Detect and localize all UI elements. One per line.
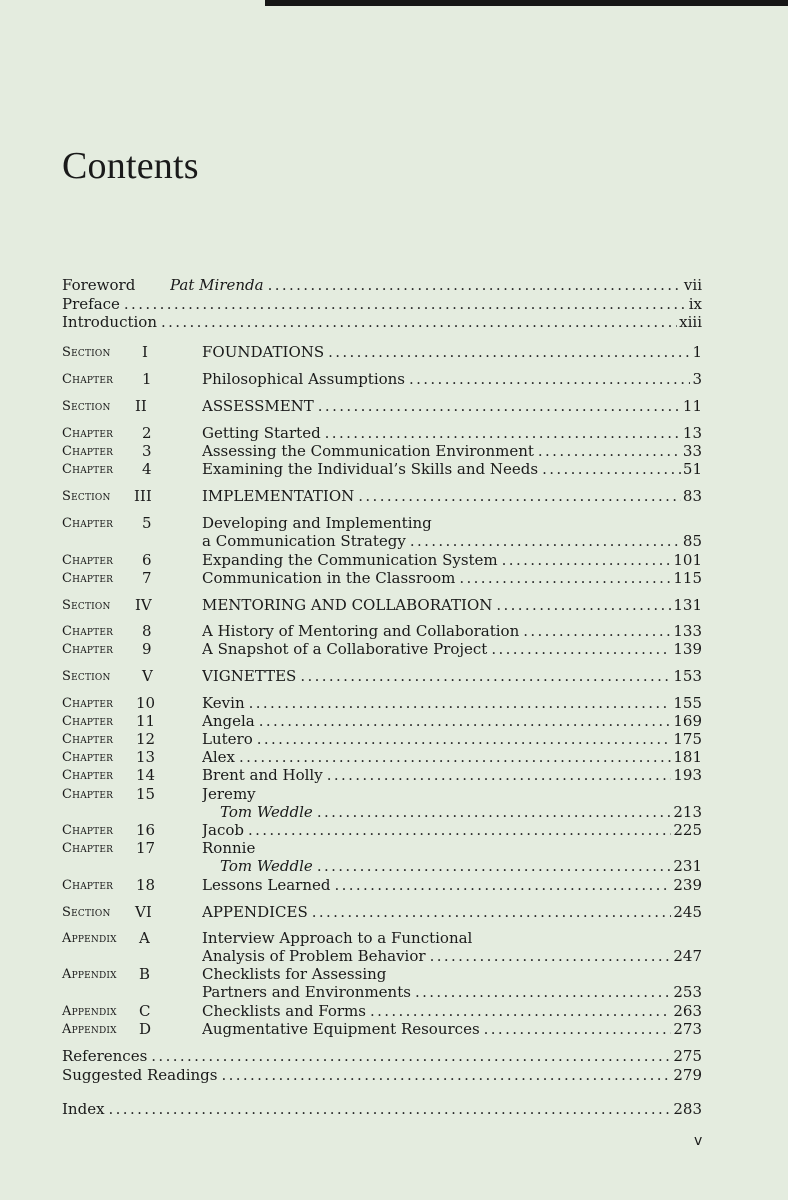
c6-entry [202, 551, 702, 570]
toc-row-aB [0, 965, 788, 984]
c5-entry-page: 85 [682, 532, 702, 550]
s1-entry-page: 1 [692, 343, 702, 361]
preface-entry-leader-line [62, 295, 702, 314]
leader-dots [538, 442, 681, 461]
foreword-entry-title: Pat Mirenda [170, 276, 264, 294]
leader-dots [221, 1066, 671, 1085]
c8-entry-page: 133 [673, 622, 702, 640]
toc-row-c3 [0, 442, 788, 461]
aB-entry-leader-line [202, 983, 702, 1002]
leader-dots [523, 622, 671, 641]
toc-row-s5 [0, 667, 788, 686]
toc-row-c9 [0, 640, 788, 659]
s4-entry-title: MENTORING AND COLLABORATION [202, 596, 493, 614]
chapter-label: Chapter [62, 714, 114, 729]
chapter-label: Chapter [62, 426, 114, 441]
toc-row-index [0, 1100, 788, 1119]
c5-entry-title: a Communication Strategy [202, 532, 406, 550]
chapter-label: Chapter [62, 696, 114, 711]
s5-entry-leader-line [202, 667, 702, 686]
toc-row-c4 [0, 460, 788, 479]
preface-entry-page: ix [688, 295, 702, 313]
c13-entry-page: 181 [673, 748, 702, 766]
section-label: Section [62, 345, 111, 360]
references-entry-leader-line [62, 1047, 702, 1066]
leader-dots [496, 596, 671, 615]
c17-title-line1: Ronnie [202, 839, 256, 857]
c6-entry-leader-line [202, 551, 702, 570]
chapter-number: 1 [142, 370, 152, 388]
introduction-entry-leader-line [62, 313, 702, 332]
suggested-readings-entry-title: Suggested Readings [62, 1066, 218, 1084]
index-entry-title: Index [62, 1100, 105, 1118]
c6-entry-page: 101 [673, 551, 702, 569]
index-entry-leader-line [62, 1100, 702, 1119]
section-label: Section [62, 598, 111, 613]
leader-dots [415, 983, 671, 1002]
c12-entry-leader-line [202, 730, 702, 749]
c17-entry [220, 857, 702, 876]
appendix-number: A [139, 929, 150, 947]
section-number: III [134, 487, 152, 505]
toc-row-c17-cont [0, 857, 788, 876]
c2-entry-title: Getting Started [202, 424, 321, 442]
introduction-entry-title: Introduction [62, 313, 157, 331]
leader-dots [249, 694, 672, 713]
references-entry-page: 275 [673, 1047, 702, 1065]
section-number: V [142, 667, 153, 685]
leader-dots [109, 1100, 672, 1119]
aC-entry-page: 263 [673, 1002, 702, 1020]
c15-entry-page: 213 [673, 803, 702, 821]
toc-row-aC [0, 1002, 788, 1021]
foreword-entry-leader-line [170, 276, 702, 295]
leader-dots [161, 313, 677, 332]
leader-dots [459, 569, 671, 588]
appendix-label: Appendix [62, 967, 117, 982]
c10-entry-page: 155 [673, 694, 702, 712]
leader-dots [334, 876, 671, 895]
c11-entry-title: Angela [202, 712, 255, 730]
leader-dots [491, 640, 671, 659]
aD-entry-title: Augmentative Equipment Resources [202, 1020, 480, 1038]
c18-entry [202, 876, 702, 895]
appendix-label: Appendix [62, 1004, 117, 1019]
leader-dots [259, 712, 672, 731]
s1-entry-leader-line [202, 343, 702, 362]
s2-entry-title: ASSESSMENT [202, 397, 314, 415]
toc-row-c1 [0, 370, 788, 389]
toc-row-suggested-readings [0, 1066, 788, 1085]
foreword-label: Foreword [62, 276, 136, 294]
aA-entry [202, 947, 702, 966]
c16-entry [202, 821, 702, 840]
chapter-label: Chapter [62, 823, 114, 838]
toc-row-c15-cont [0, 803, 788, 822]
toc-row-c8 [0, 622, 788, 641]
toc-row-s3 [0, 487, 788, 506]
toc-row-c6 [0, 551, 788, 570]
chapter-label: Chapter [62, 553, 114, 568]
chapter-number: 8 [142, 622, 152, 640]
section-label: Section [62, 669, 111, 684]
leader-dots [358, 487, 681, 506]
leader-dots [370, 1002, 671, 1021]
aC-entry-title: Checklists and Forms [202, 1002, 366, 1020]
chapter-number: 2 [142, 424, 152, 442]
references-entry [62, 1047, 702, 1066]
chapter-label: Chapter [62, 768, 114, 783]
chapter-label: Chapter [62, 444, 114, 459]
chapter-number: 7 [142, 569, 152, 587]
c4-entry-title: Examining the Individual’s Skills and Needs [202, 460, 539, 478]
leader-dots [430, 947, 672, 966]
c17-entry-page: 231 [673, 857, 702, 875]
aD-entry [202, 1020, 702, 1039]
c12-entry [202, 730, 702, 749]
c7-entry-leader-line [202, 569, 702, 588]
foreword-entry-page: vii [683, 276, 702, 294]
toc-row-c18 [0, 876, 788, 895]
index-entry [62, 1100, 702, 1119]
c7-entry-page: 115 [673, 569, 702, 587]
c2-entry-leader-line [202, 424, 702, 443]
leader-dots [327, 766, 672, 785]
index-entry-page: 283 [673, 1100, 702, 1118]
chapter-number: 9 [142, 640, 152, 658]
c15-entry-leader-line [220, 803, 702, 822]
section-number: VI [135, 903, 152, 921]
leader-dots [410, 532, 681, 551]
leader-dots [312, 903, 672, 922]
appendix-number: D [139, 1020, 152, 1038]
c1-entry-title: Philosophical Assumptions [202, 370, 406, 388]
c10-entry [202, 694, 702, 713]
c17-entry-leader-line [220, 857, 702, 876]
c18-entry-page: 239 [673, 876, 702, 894]
s3-entry-leader-line [202, 487, 702, 506]
leader-dots [484, 1020, 672, 1039]
c2-entry-page: 13 [682, 424, 702, 442]
c13-entry-title: Alex [202, 748, 235, 766]
c12-entry-title: Lutero [202, 730, 253, 748]
toc-row-references [0, 1047, 788, 1066]
chapter-number: 15 [136, 785, 156, 803]
s2-entry-page: 11 [682, 397, 702, 415]
toc-row-c10 [0, 694, 788, 713]
toc-row-s6 [0, 903, 788, 922]
c18-entry-title: Lessons Learned [202, 876, 331, 894]
c15-title-line1: Jeremy [202, 785, 256, 803]
c10-entry-leader-line [202, 694, 702, 713]
c12-entry-page: 175 [673, 730, 702, 748]
toc-row-c14 [0, 766, 788, 785]
s2-entry [202, 397, 702, 416]
chapter-label: Chapter [62, 642, 114, 657]
toc-row-c5 [0, 514, 788, 533]
aB-entry [202, 983, 702, 1002]
c14-entry-leader-line [202, 766, 702, 785]
s3-entry [202, 487, 702, 506]
c16-entry-page: 225 [673, 821, 702, 839]
c11-entry-page: 169 [673, 712, 702, 730]
chapter-label: Chapter [62, 787, 114, 802]
chapter-number: 13 [136, 748, 156, 766]
c11-entry-leader-line [202, 712, 702, 731]
leader-dots [248, 821, 671, 840]
toc-row-aA [0, 929, 788, 948]
s3-entry-page: 83 [682, 487, 702, 505]
suggested-readings-entry-page: 279 [673, 1066, 702, 1084]
toc-row-c5-cont [0, 532, 788, 551]
c15-entry [220, 803, 702, 822]
c4-entry-leader-line [202, 460, 702, 479]
toc-row-c13 [0, 748, 788, 767]
c13-entry-leader-line [202, 748, 702, 767]
c1-entry [202, 370, 702, 389]
s3-entry-title: IMPLEMENTATION [202, 487, 355, 505]
chapter-label: Chapter [62, 841, 114, 856]
chapter-label: Chapter [62, 571, 114, 586]
c16-entry-leader-line [202, 821, 702, 840]
c3-entry [202, 442, 702, 461]
toc-row-c16 [0, 821, 788, 840]
chapter-label: Chapter [62, 750, 114, 765]
c6-entry-title: Expanding the Communication System [202, 551, 498, 569]
references-entry-title: References [62, 1047, 148, 1065]
leader-dots [257, 730, 672, 749]
toc-row-c7 [0, 569, 788, 588]
s6-entry [202, 903, 702, 922]
aB-entry-title: Partners and Environments [202, 983, 411, 1001]
s2-entry-leader-line [202, 397, 702, 416]
c5-entry-leader-line [202, 532, 702, 551]
c1-entry-page: 3 [692, 370, 702, 388]
aC-entry [202, 1002, 702, 1021]
c10-entry-title: Kevin [202, 694, 245, 712]
c9-entry-page: 139 [673, 640, 702, 658]
chapter-number: 3 [142, 442, 152, 460]
leader-dots [151, 1047, 671, 1066]
c5-entry [202, 532, 702, 551]
c16-entry-title: Jacob [202, 821, 244, 839]
s6-entry-page: 245 [673, 903, 702, 921]
c8-entry-leader-line [202, 622, 702, 641]
chapter-number: 12 [136, 730, 156, 748]
c2-entry [202, 424, 702, 443]
chapter-label: Chapter [62, 878, 114, 893]
toc-row-s1 [0, 343, 788, 362]
leader-dots [502, 551, 672, 570]
c17-entry-title: Tom Weddle [220, 857, 313, 875]
c14-entry-title: Brent and Holly [202, 766, 323, 784]
c5-title-line1: Developing and Implementing [202, 514, 432, 532]
appendix-label: Appendix [62, 931, 117, 946]
c14-entry [202, 766, 702, 785]
section-number: IV [135, 596, 152, 614]
introduction-entry [62, 313, 702, 332]
leader-dots [318, 397, 681, 416]
aD-entry-leader-line [202, 1020, 702, 1039]
c18-entry-leader-line [202, 876, 702, 895]
chapter-number: 5 [142, 514, 152, 532]
c9-entry-title: A Snapshot of a Collaborative Project [202, 640, 488, 658]
toc-row-c12 [0, 730, 788, 749]
toc-row-c15 [0, 785, 788, 804]
leader-dots [542, 460, 681, 479]
c8-entry-title: A History of Mentoring and Collaboration [202, 622, 520, 640]
chapter-number: 14 [136, 766, 156, 784]
leader-dots [239, 748, 671, 767]
page-title: Contents [62, 145, 199, 187]
s5-entry-page: 153 [673, 667, 702, 685]
page-number: v [694, 1133, 703, 1149]
foreword-entry [170, 276, 702, 295]
suggested-readings-entry [62, 1066, 702, 1085]
toc-row-aA-cont [0, 947, 788, 966]
c7-entry [202, 569, 702, 588]
chapter-label: Chapter [62, 624, 114, 639]
c3-entry-page: 33 [682, 442, 702, 460]
section-label: Section [62, 399, 111, 414]
toc-row-aD [0, 1020, 788, 1039]
toc-row-s4 [0, 596, 788, 615]
s5-entry-title: VIGNETTES [202, 667, 297, 685]
c1-entry-leader-line [202, 370, 702, 389]
c4-entry-page: 51 [682, 460, 702, 478]
toc-row-preface [0, 295, 788, 314]
leader-dots [328, 343, 690, 362]
chapter-number: 11 [136, 712, 156, 730]
chapter-label: Chapter [62, 516, 114, 531]
preface-entry [62, 295, 702, 314]
section-number: I [142, 343, 148, 361]
c14-entry-page: 193 [673, 766, 702, 784]
chapter-number: 10 [136, 694, 156, 712]
aA-title-line1: Interview Approach to a Functional [202, 929, 473, 947]
chapter-label: Chapter [62, 372, 114, 387]
aB-title-line1: Checklists for Assessing [202, 965, 387, 983]
section-label: Section [62, 905, 111, 920]
aA-entry-leader-line [202, 947, 702, 966]
toc-row-c11 [0, 712, 788, 731]
chapter-number: 16 [136, 821, 156, 839]
s1-entry [202, 343, 702, 362]
toc-row-c17 [0, 839, 788, 858]
chapter-number: 6 [142, 551, 152, 569]
preface-entry-title: Preface [62, 295, 120, 313]
s6-entry-leader-line [202, 903, 702, 922]
leader-dots [124, 295, 687, 314]
leader-dots [300, 667, 671, 686]
s4-entry [202, 596, 702, 615]
aC-entry-leader-line [202, 1002, 702, 1021]
aA-entry-title: Analysis of Problem Behavior [202, 947, 426, 965]
leader-dots [317, 857, 672, 876]
introduction-entry-page: xiii [679, 313, 702, 331]
appendix-number: B [139, 965, 151, 983]
toc-row-c2 [0, 424, 788, 443]
appendix-label: Appendix [62, 1022, 117, 1037]
c9-entry-leader-line [202, 640, 702, 659]
chapter-number: 18 [136, 876, 156, 894]
suggested-readings-entry-leader-line [62, 1066, 702, 1085]
c3-entry-title: Assessing the Communication Environment [202, 442, 534, 460]
section-number: II [135, 397, 147, 415]
leader-dots [409, 370, 690, 389]
aD-entry-page: 273 [673, 1020, 702, 1038]
leader-dots [325, 424, 681, 443]
section-label: Section [62, 489, 111, 504]
appendix-number: C [139, 1002, 151, 1020]
s4-entry-page: 131 [673, 596, 702, 614]
c9-entry [202, 640, 702, 659]
s1-entry-title: FOUNDATIONS [202, 343, 325, 361]
s4-entry-leader-line [202, 596, 702, 615]
c11-entry [202, 712, 702, 731]
leader-dots [317, 803, 672, 822]
chapter-label: Chapter [62, 462, 114, 477]
chapter-number: 17 [136, 839, 156, 857]
page-top-edge [265, 0, 788, 6]
c3-entry-leader-line [202, 442, 702, 461]
aA-entry-page: 247 [673, 947, 702, 965]
s5-entry [202, 667, 702, 686]
c15-entry-title: Tom Weddle [220, 803, 313, 821]
c7-entry-title: Communication in the Classroom [202, 569, 456, 587]
toc-row-s2 [0, 397, 788, 416]
c8-entry [202, 622, 702, 641]
chapter-label: Chapter [62, 732, 114, 747]
c13-entry [202, 748, 702, 767]
aB-entry-page: 253 [673, 983, 702, 1001]
toc-row-introduction [0, 313, 788, 332]
chapter-number: 4 [142, 460, 152, 478]
leader-dots [268, 276, 682, 295]
c4-entry [202, 460, 702, 479]
toc-row-aB-cont [0, 983, 788, 1002]
toc-row-foreword [0, 276, 788, 295]
s6-entry-title: APPENDICES [202, 903, 308, 921]
